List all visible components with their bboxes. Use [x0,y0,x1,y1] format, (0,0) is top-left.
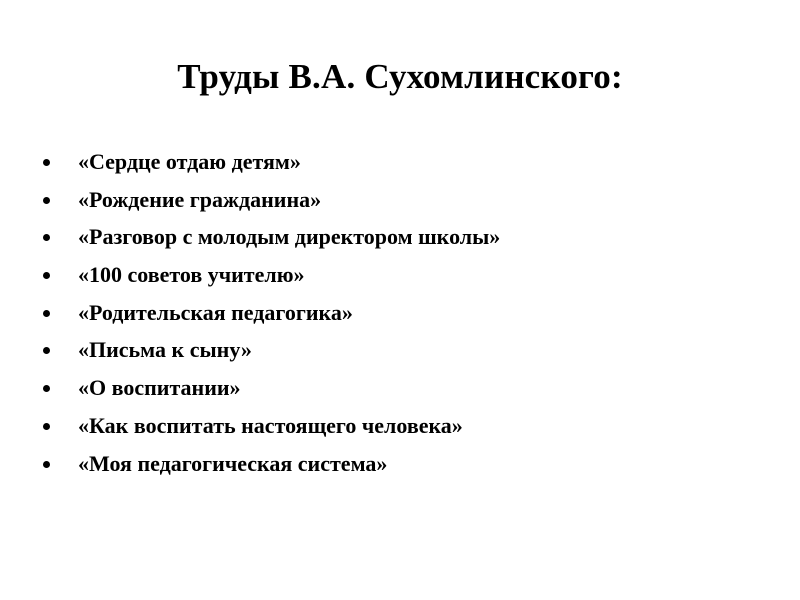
list-item-text: «Моя педагогическая система» [78,450,388,476]
bullet-icon [43,385,50,392]
list-item-text: «100 советов учителю» [78,262,305,288]
list-item-text: «Разговор с молодым директором школы» [78,224,501,250]
list-item-text: «Сердце отдаю детям» [78,149,301,174]
list-item-text: «О воспитании» [78,375,241,401]
list-item-text: «Рождение гражданина» [78,186,322,212]
list-item-text: «Как воспитать настоящего человека» [78,412,463,438]
bullet-icon [43,234,50,241]
bullet-icon [43,310,50,317]
bullet-icon [43,197,50,204]
slide-title: Труды В.А. Сухомлинского: [177,57,623,96]
bullet-icon [43,159,50,166]
list-item-text: «Письма к сыну» [78,337,252,363]
bullet-icon [43,461,50,468]
bullet-icon [43,423,50,430]
bullet-icon [43,272,50,279]
bullet-icon [43,347,50,354]
list-item-text: «Родительская педагогика» [78,299,353,325]
